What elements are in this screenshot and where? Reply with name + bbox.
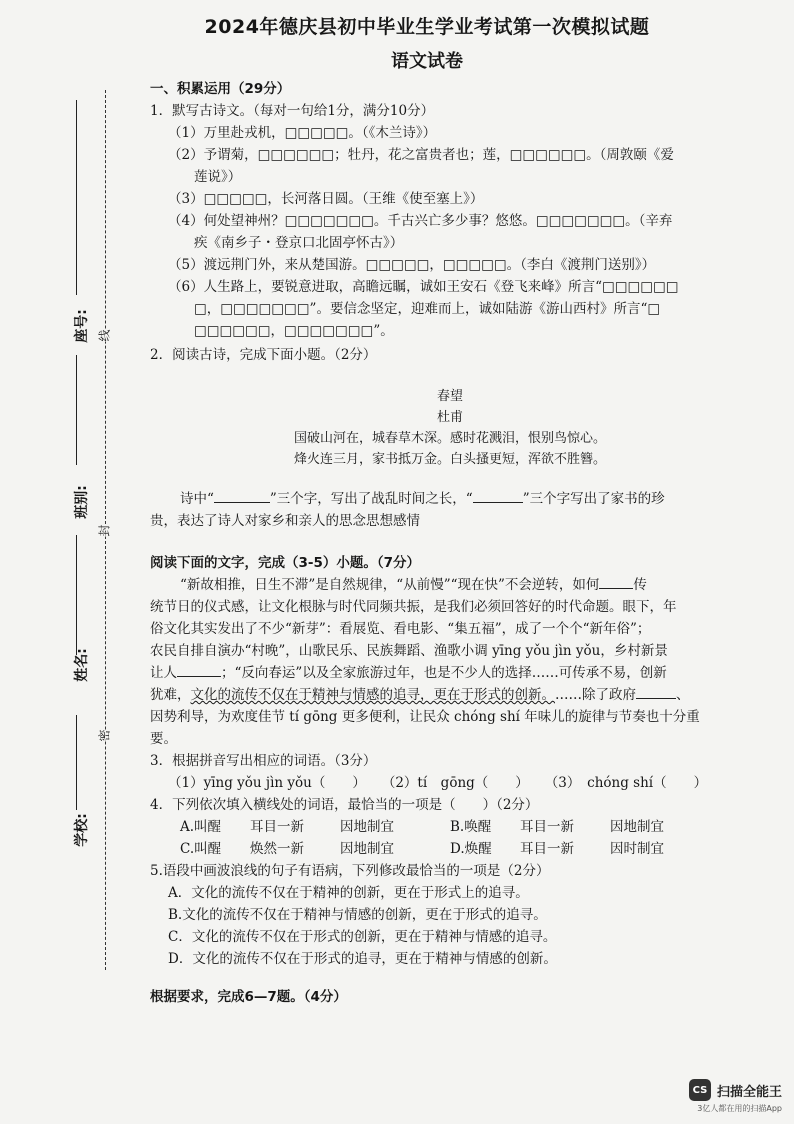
- q1-item-2-cont: 莲说》）: [194, 169, 242, 185]
- q2-blank-1[interactable]: [214, 502, 270, 503]
- binding-mark-secret: 密: [94, 729, 115, 741]
- q4-options-row-1: [150, 816, 750, 838]
- q1-item-6-cont2: □□□□□□，□□□□□□□”。: [194, 323, 394, 339]
- q4-option-d-word2: 耳目一新: [520, 841, 574, 857]
- reading-blank-1[interactable]: [599, 588, 633, 589]
- q4-option-a-word2: 耳目一新: [250, 819, 304, 835]
- q2-question-end: 贵，表达了诗人对家乡和亲人的思念思想感情: [150, 513, 420, 529]
- class-label: 班别:: [73, 485, 90, 519]
- q1-item-6-cont: □，□□□□□□□”。要信念坚定，迎难而上，诚如陆游《游山西村》所言“□: [194, 301, 661, 317]
- scanner-logo-icon: CS: [689, 1079, 711, 1101]
- q2-stem: 2．阅读古诗，完成下面小题。（2分）: [150, 347, 377, 363]
- name-underline[interactable]: [76, 535, 77, 655]
- reading-line-6: [150, 684, 750, 706]
- reading-line-1-text: “新故相推，日生不滞”是自然规律，“从前慢”“现在快”不会逆转，如何: [180, 577, 600, 593]
- q4-option-c[interactable]: C.叫醒: [180, 841, 222, 857]
- q1-item-6: （6）人生路上，要锐意进取，高瞻远瞩，诚如王安石《登飞来峰》所言“□□□□□□: [168, 279, 679, 295]
- q1-item-4: （4）何处望神州？□□□□□□□。千古兴亡多少事？悠悠。□□□□□□□。（辛弃: [168, 213, 673, 229]
- reading-blank-2[interactable]: [177, 676, 221, 677]
- poem-title: 春望: [436, 389, 463, 404]
- reading-line-2: 统节日的仪式感，让文化根脉与时代同频共振，是我们必须回答好的时代命题。眼下，年: [150, 599, 677, 615]
- exam-content: [150, 78, 750, 1008]
- reading-line-6-mid: ……除了政府: [555, 687, 636, 703]
- poem-line-2: 烽火连三月，家书抵万金。白头搔更短，浑欲不胜簪。: [293, 452, 606, 467]
- q3-item-2[interactable]: （2）tí gōng（ ）: [381, 775, 529, 791]
- q1-stem: 1．默写古诗文。（每对一句给1分，满分10分）: [150, 103, 435, 119]
- q4-option-d-word3: 因时制宜: [610, 841, 664, 857]
- watermark-sub: 3亿人都在用的扫描App: [697, 1104, 782, 1113]
- binding-mark-seal: 封: [94, 524, 115, 536]
- q4-stem: 4．下列依次填入横线处的词语，最恰当的一项是（ ）（2分）: [150, 797, 539, 813]
- school-label: 学校:: [73, 813, 90, 847]
- q3-stem: 3．根据拼音写出相应的词语。（3分）: [150, 753, 377, 769]
- poem: [150, 386, 750, 470]
- q2-question-b: ”三个字，写出了战乱时间之长，“: [269, 491, 473, 507]
- seat-label: 座号:: [73, 309, 90, 343]
- poem-line-1: 国破山河在，城春草木深。感时花溅泪，恨别鸟惊心。: [293, 431, 606, 446]
- q4-option-c-word2: 焕然一新: [250, 841, 304, 857]
- watermark-name: 扫描全能王: [716, 1084, 782, 1100]
- q5-stem: 5.语段中画波浪线的句子有语病，下列修改最恰当的一项是（2分）: [150, 863, 550, 879]
- binding-margin: [60, 80, 120, 980]
- reading-line-5: [150, 662, 750, 684]
- q1-item-1: （1）万里赴戎机，□□□□□。（《木兰诗》）: [168, 125, 437, 141]
- reading-line-7: 因势利导，为欢度佳节 tí gōng 更多便利，让民众 chóng shí 年味儿的旋律与节奏也十分重: [150, 709, 700, 725]
- reading-line-8: 要。: [150, 731, 177, 747]
- name-label: 姓名:: [73, 648, 90, 682]
- reading-line-1-end: 传: [633, 577, 647, 593]
- wavy-sentence: 文化的流传不仅在于精神与情感的追寻，更在于形式的创新。: [190, 687, 555, 703]
- reading-line-1: [150, 574, 750, 596]
- scanner-watermark: [689, 1079, 782, 1114]
- watermark-row: [689, 1079, 782, 1101]
- q4-option-a[interactable]: A.叫醒: [180, 819, 222, 835]
- q2-question-c: ”三个字写出了家书的珍: [522, 491, 665, 507]
- q4-option-c-word3: 因地制宜: [340, 841, 394, 857]
- reading-line-6-start: 犹难，: [150, 687, 191, 703]
- q1-item-3: （3）□□□□□，长河落日圆。（王维《使至塞上》）: [168, 191, 484, 207]
- q4-option-b[interactable]: B.唤醒: [450, 819, 492, 835]
- seat-underline[interactable]: [76, 100, 77, 295]
- reading-line-4: 农民自排自演办“村晚”，山歌民乐、民族舞蹈、渔歌小调 yīng yǒu jìn yǒu，乡村新景: [150, 643, 668, 659]
- q2-question-a: 诗中“: [180, 491, 214, 507]
- class-underline[interactable]: [76, 355, 77, 465]
- reading-line-6-end: 、: [676, 687, 690, 703]
- q1-item-4-cont: 疾《南乡子・登京口北固亭怀古》）: [194, 235, 404, 251]
- q4-option-a-word3: 因地制宜: [340, 819, 394, 835]
- reading-line-5-text: ；“反向春运”以及全家旅游过年，也是不少人的选择……可传承不易，创新: [221, 665, 667, 681]
- q4-option-b-word3: 因地制宜: [610, 819, 664, 835]
- school-underline[interactable]: [76, 715, 77, 810]
- poem-author: 杜甫: [436, 410, 463, 425]
- q2-question: [150, 488, 750, 510]
- section1-heading: 一、积累运用（29分）: [150, 81, 291, 97]
- reading-line-3: 俗文化其实发出了不少“新芽”：看展览、看电影、“集五福”，成了一个个“新年俗”；: [150, 621, 651, 637]
- q67-stem: 根据要求，完成6—7题。（4分）: [150, 989, 347, 1005]
- binding-mark-line: 线: [94, 329, 115, 341]
- q1-item-2: （2）予谓菊，□□□□□□；牡丹，花之富贵者也；莲，□□□□□□。（周敦颐《爱: [168, 147, 674, 163]
- q5-option-d[interactable]: D．文化的流传不仅在于形式的追寻，更在于精神与情感的创新。: [168, 951, 557, 967]
- q5-option-a[interactable]: A．文化的流传不仅在于精神的创新，更在于形式上的追寻。: [168, 885, 529, 901]
- q3-items: [150, 772, 750, 794]
- q3-item-1[interactable]: （1）yīng yǒu jìn yǒu（ ）: [168, 775, 366, 791]
- title-main: 2024年德庆县初中毕业生学业考试第一次模拟试题: [204, 16, 650, 38]
- q4-option-b-word2: 耳目一新: [520, 819, 574, 835]
- reading-line-5-start: 让人: [150, 665, 177, 681]
- title-sub: 语文试卷: [391, 51, 463, 72]
- reading-blank-3[interactable]: [636, 698, 676, 699]
- exam-title: [0, 12, 794, 73]
- q4-option-d[interactable]: D.焕醒: [450, 841, 492, 857]
- q5-option-c[interactable]: C．文化的流传不仅在于形式的创新，更在于精神与情感的追寻。: [168, 929, 557, 945]
- reading-heading: 阅读下面的文字，完成（3-5）小题。（7分）: [150, 555, 421, 571]
- q4-options-row-2: [150, 838, 750, 860]
- q1-item-5: （5）渡远荆门外，来从楚国游。□□□□□，□□□□□。（李白《渡荆门送别》）: [168, 257, 656, 273]
- q3-item-3[interactable]: （3） chóng shí（ ）: [544, 775, 708, 791]
- q2-blank-2[interactable]: [473, 502, 523, 503]
- reading-passage: [150, 574, 750, 750]
- q5-option-b[interactable]: B.文化的流传不仅在于精神与情感的创新，更在于形式的追寻。: [168, 907, 547, 923]
